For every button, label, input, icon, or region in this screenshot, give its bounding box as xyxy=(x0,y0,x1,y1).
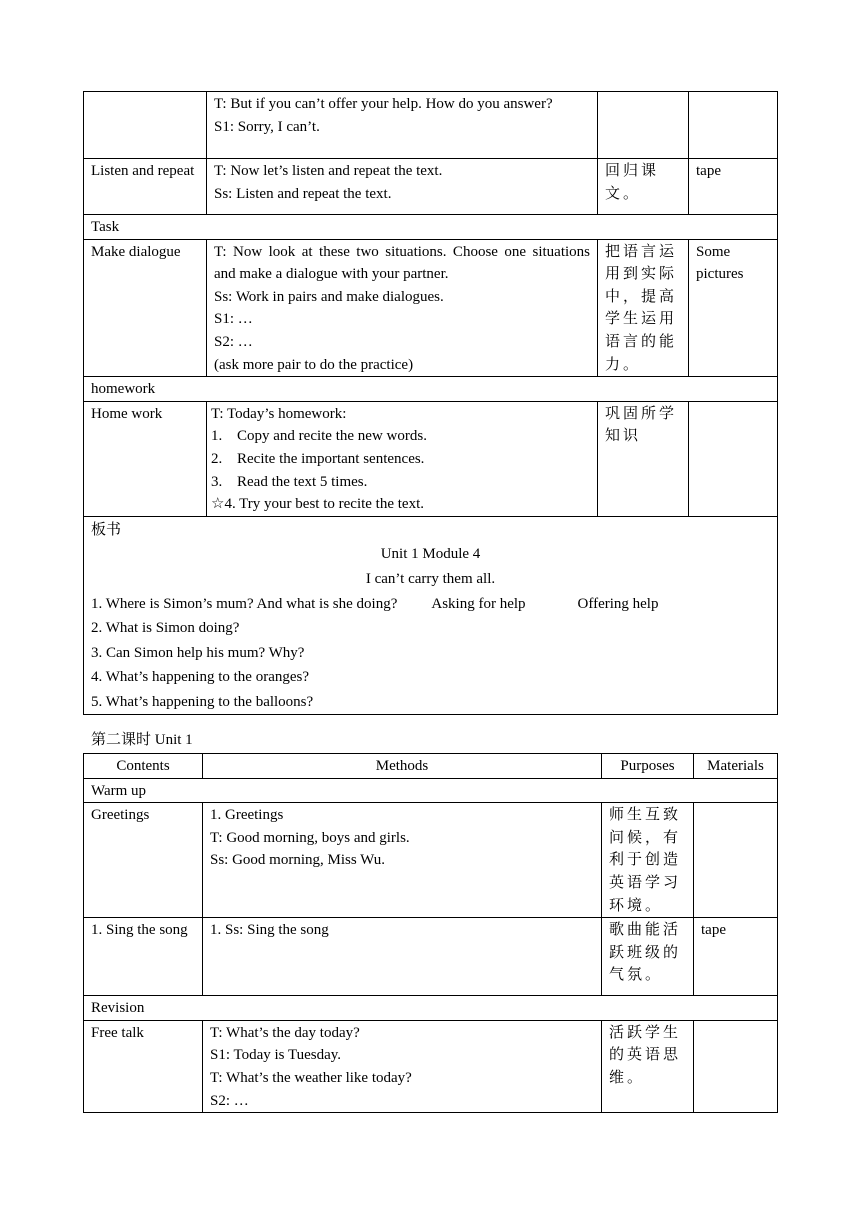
section-label: Revision xyxy=(84,996,778,1021)
method-line: ☆4. Try your best to recite the text. xyxy=(211,496,425,513)
materials-cell: tape xyxy=(694,918,778,996)
purposes-cell: 回归课文。 xyxy=(598,159,689,215)
method-line: T: But if you can’t offer your help. How do you answer? xyxy=(214,96,553,112)
section-row xyxy=(84,377,778,402)
table-row xyxy=(84,92,778,159)
materials-cell: Some pictures xyxy=(689,239,778,377)
contents-text: 1. Sing the song xyxy=(91,922,188,939)
header-materials: Materials xyxy=(694,754,778,779)
method-line: T: Today’s homework: xyxy=(211,405,347,422)
blackboard-line: 1. Where is Simon’s mum? And what is she doing? Asking for help Offering help xyxy=(91,595,659,612)
method-line: 1. Ss: Sing the song xyxy=(210,922,329,939)
methods-cell xyxy=(203,803,602,918)
section-row xyxy=(84,215,778,240)
methods-cell xyxy=(207,401,598,516)
header-contents: Contents xyxy=(84,754,203,779)
list-item: 1. Copy and recite the new words. xyxy=(211,428,427,445)
section-caption: 第二课时 Unit 1 xyxy=(91,732,193,748)
contents-cell: Free talk xyxy=(84,1020,203,1112)
method-line: S1: … xyxy=(214,311,253,328)
blackboard-line: 2. What is Simon doing? xyxy=(91,620,240,637)
header-methods: Methods xyxy=(203,754,602,779)
blackboard-row xyxy=(84,516,778,715)
method-line: (ask more pair to do the practice) xyxy=(214,356,414,373)
blackboard-title: Unit 1 Module 4 xyxy=(380,546,481,563)
method-line: T: Now look at these two situations. Choose one situations and make a dialogue with your partner. xyxy=(214,243,590,283)
blackboard-line: 5. What’s happening to the balloons? xyxy=(91,693,314,710)
purposes-cell: 歌曲能活跃班级的气氛。 xyxy=(602,918,694,996)
materials-cell: tape xyxy=(689,159,778,215)
section-row xyxy=(84,778,778,803)
header-row xyxy=(84,754,778,779)
purposes-cell: 师生互致问候，有利于创造英语学习环境。 xyxy=(602,803,694,918)
method-line: Ss: Good morning, Miss Wu. xyxy=(210,852,385,869)
methods-cell xyxy=(203,918,602,996)
methods-cell xyxy=(207,92,598,159)
blackboard-label: 板书 xyxy=(91,521,122,538)
method-line: S2: … xyxy=(214,333,253,350)
materials-cell xyxy=(689,401,778,516)
materials-cell xyxy=(689,92,778,159)
contents-cell xyxy=(84,92,207,159)
contents-cell: Make dialogue xyxy=(84,239,207,377)
table-row xyxy=(84,159,778,215)
method-line: S1: Sorry, I can’t. xyxy=(214,118,320,135)
contents-text: Listen and repeat xyxy=(91,163,195,179)
table-row xyxy=(84,803,778,918)
method-line: T: What’s the day today? xyxy=(210,1024,360,1041)
lesson-plan-table-2 xyxy=(83,753,778,1113)
method-line: T: Now let’s listen and repeat the text. xyxy=(214,163,443,179)
contents-cell: Home work xyxy=(84,401,207,516)
materials-cell xyxy=(694,803,778,918)
method-line: Ss: Work in pairs and make dialogues. xyxy=(214,288,444,305)
list-item: 3. Read the text 5 times. xyxy=(211,473,368,490)
table-row xyxy=(84,918,778,996)
contents-cell xyxy=(84,159,207,215)
header-purposes: Purposes xyxy=(602,754,694,779)
section-row xyxy=(84,996,778,1021)
blackboard-cell xyxy=(84,516,778,715)
method-line: S1: Today is Tuesday. xyxy=(210,1047,342,1064)
purposes-cell: 活跃学生的英语思维。 xyxy=(602,1020,694,1112)
table-row xyxy=(84,1020,778,1112)
section-label: Warm up xyxy=(84,778,778,803)
purposes-cell xyxy=(598,92,689,159)
section-label: homework xyxy=(84,377,778,402)
method-line: T: Good morning, boys and girls. xyxy=(210,829,410,846)
blackboard-subtitle: I can’t carry them all. xyxy=(365,570,496,587)
materials-cell xyxy=(694,1020,778,1112)
method-line: 1. Greetings xyxy=(210,807,284,824)
purposes-cell: 巩固所学知识 xyxy=(598,401,689,516)
lesson-plan-table-1 xyxy=(83,91,778,715)
purposes-cell: 把语言运用到实际中，提高学生运用语言的能力。 xyxy=(598,239,689,377)
contents-cell xyxy=(84,918,203,996)
blackboard-line: 4. What’s happening to the oranges? xyxy=(91,669,309,686)
method-line: T: What’s the weather like today? xyxy=(210,1069,412,1086)
contents-cell: Greetings xyxy=(84,803,203,918)
method-line: Ss: Listen and repeat the text. xyxy=(214,185,392,202)
section-label: Task xyxy=(84,215,778,240)
method-line: S2: … xyxy=(210,1092,249,1109)
list-item: 2. Recite the important sentences. xyxy=(211,450,425,467)
methods-cell xyxy=(207,159,598,215)
table-row xyxy=(84,401,778,516)
methods-cell xyxy=(207,239,598,377)
methods-cell xyxy=(203,1020,602,1112)
blackboard-line: 3. Can Simon help his mum? Why? xyxy=(91,644,305,661)
table-row xyxy=(84,239,778,377)
